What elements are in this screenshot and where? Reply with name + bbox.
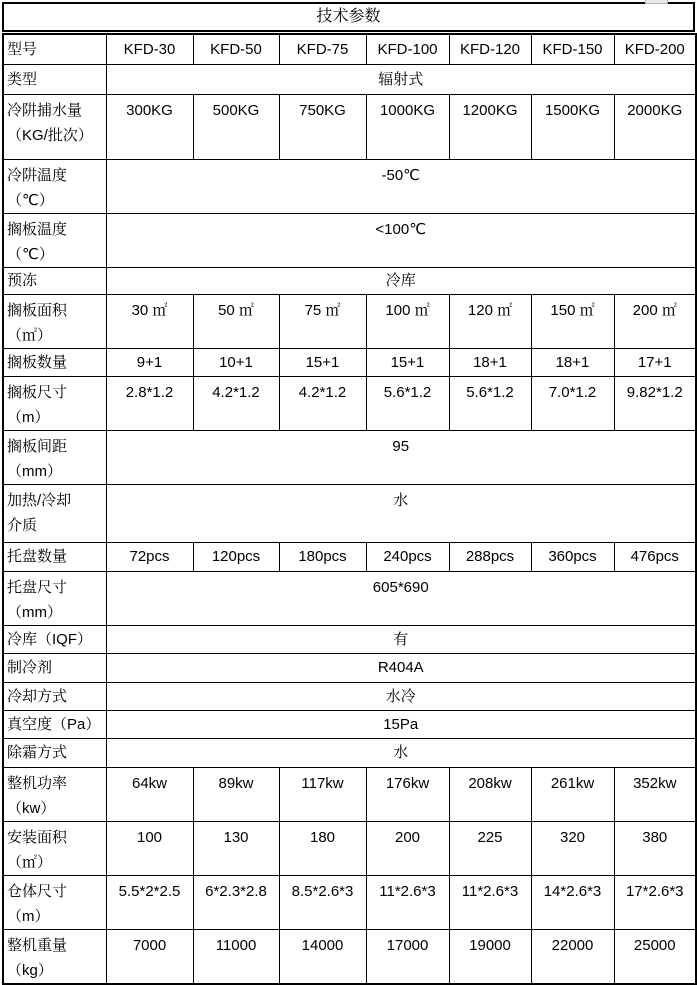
value-cell: 50 ㎡ — [193, 294, 279, 348]
value-cell: KFD-120 — [449, 34, 531, 64]
value-cell: 120pcs — [193, 542, 279, 571]
value-cell: 11000 — [193, 929, 279, 984]
row-tray-count — [3, 542, 696, 571]
param-label-line: （℃） — [7, 245, 54, 263]
value-cell: KFD-50 — [193, 34, 279, 64]
param-label-line: 搁板间距 — [7, 437, 68, 455]
row-tray-size — [3, 571, 696, 625]
value-cell: 30 ㎡ — [106, 294, 193, 348]
param-label-line: 搁板尺寸 — [7, 383, 68, 401]
value-cell: 200 — [366, 821, 449, 875]
value-cell: 25000 — [614, 929, 696, 984]
span-value-cell: 95 — [106, 430, 696, 484]
value-cell: 1200KG — [449, 94, 531, 159]
param-label — [3, 542, 106, 571]
row-vacuum-degree — [3, 710, 696, 738]
value-cell: 240pcs — [366, 542, 449, 571]
value-cell: 14*2.6*3 — [531, 875, 614, 929]
param-label-line: （㎡） — [7, 853, 53, 871]
param-label — [3, 767, 106, 821]
param-label-line: （㎡） — [7, 326, 53, 344]
param-label — [3, 430, 106, 484]
row-defrost-method — [3, 738, 696, 767]
value-cell: 100 — [106, 821, 193, 875]
value-cell: 18+1 — [449, 348, 531, 376]
param-label — [3, 94, 106, 159]
row-water-capture — [3, 94, 696, 159]
param-label — [3, 348, 106, 376]
value-cell: KFD-100 — [366, 34, 449, 64]
value-cell: 5.5*2*2.5 — [106, 875, 193, 929]
value-cell: 7.0*1.2 — [531, 376, 614, 430]
param-label — [3, 571, 106, 625]
value-cell: KFD-150 — [531, 34, 614, 64]
param-label — [3, 625, 106, 653]
span-value-cell: 水 — [106, 484, 696, 542]
param-label-line: （m） — [7, 907, 50, 925]
value-cell: 4.2*1.2 — [279, 376, 366, 430]
param-label-line: （kg） — [7, 961, 53, 979]
row-total-power — [3, 767, 696, 821]
value-cell: 2000KG — [614, 94, 696, 159]
value-cell: 7000 — [106, 929, 193, 984]
row-cold-trap-temp — [3, 159, 696, 213]
param-label — [3, 682, 106, 710]
value-cell: 261kw — [531, 767, 614, 821]
value-cell: 360pcs — [531, 542, 614, 571]
row-shelf-count — [3, 348, 696, 376]
param-label-line: 预冻 — [7, 272, 38, 289]
value-cell: 11*2.6*3 — [449, 875, 531, 929]
value-cell: 17000 — [366, 929, 449, 984]
value-cell: 75 ㎡ — [279, 294, 366, 348]
value-cell: 1000KG — [366, 94, 449, 159]
span-value-cell: -50℃ — [106, 159, 696, 213]
param-label-line: （m） — [7, 408, 50, 426]
param-label-line: （mm） — [7, 462, 62, 480]
param-label — [3, 294, 106, 348]
span-value-cell: 605*690 — [106, 571, 696, 625]
value-cell: 89kw — [193, 767, 279, 821]
param-label — [3, 213, 106, 267]
value-cell: 4.2*1.2 — [193, 376, 279, 430]
value-cell: 15+1 — [366, 348, 449, 376]
param-label-line: （KG/批次） — [7, 126, 93, 144]
spec-table — [2, 33, 697, 985]
value-cell: 150 ㎡ — [531, 294, 614, 348]
param-label — [3, 64, 106, 94]
param-label — [3, 484, 106, 542]
param-label-line: 托盘尺寸 — [7, 578, 68, 596]
param-label-line: 冷阱捕水量 — [7, 101, 83, 119]
span-value-cell: 水冷 — [106, 682, 696, 710]
value-cell: 100 ㎡ — [366, 294, 449, 348]
value-cell: 5.6*1.2 — [449, 376, 531, 430]
param-label-line: 介质 — [7, 516, 38, 534]
value-cell: 15+1 — [279, 348, 366, 376]
value-cell: 9+1 — [106, 348, 193, 376]
span-value-cell: 水 — [106, 738, 696, 767]
value-cell: 352kw — [614, 767, 696, 821]
value-cell: 176kw — [366, 767, 449, 821]
span-value-cell: <100℃ — [106, 213, 696, 267]
param-label-line: 整机功率 — [7, 774, 68, 792]
row-prefreeze — [3, 267, 696, 294]
param-label — [3, 710, 106, 738]
value-cell: 130 — [193, 821, 279, 875]
param-label — [3, 929, 106, 984]
row-refrigerant — [3, 653, 696, 682]
param-label-line: （mm） — [7, 603, 62, 621]
value-cell: 200 ㎡ — [614, 294, 696, 348]
param-label-line: 搁板数量 — [7, 353, 68, 371]
value-cell: 750KG — [279, 94, 366, 159]
span-value-cell: 辐射式 — [106, 64, 696, 94]
value-cell: 300KG — [106, 94, 193, 159]
param-label-line: 搁板面积 — [7, 301, 68, 319]
value-cell: 10+1 — [193, 348, 279, 376]
row-cold-storage-iqf — [3, 625, 696, 653]
row-shelf-size — [3, 376, 696, 430]
value-cell: 208kw — [449, 767, 531, 821]
row-chamber-size — [3, 875, 696, 929]
param-label-line: 搁板温度 — [7, 220, 68, 238]
row-model — [3, 34, 696, 64]
value-cell: KFD-30 — [106, 34, 193, 64]
value-cell: 500KG — [193, 94, 279, 159]
value-cell: 11*2.6*3 — [366, 875, 449, 929]
scrollbar-artifact — [645, 0, 668, 4]
param-label — [3, 821, 106, 875]
param-label-line: 除霜方式 — [7, 744, 68, 761]
row-shelf-spacing — [3, 430, 696, 484]
value-cell: 117kw — [279, 767, 366, 821]
param-label — [3, 267, 106, 294]
param-label-line: 加热/冷却 — [7, 491, 72, 509]
param-label-line: （℃） — [7, 191, 54, 209]
param-label-line: 冷阱温度 — [7, 166, 68, 184]
param-label-line: 制冷剂 — [7, 659, 53, 676]
value-cell: 64kw — [106, 767, 193, 821]
value-cell: 120 ㎡ — [449, 294, 531, 348]
param-label-line: （kw） — [7, 799, 56, 817]
param-label-line: 整机重量 — [7, 936, 68, 954]
param-label-line: 真空度（Pa） — [7, 715, 101, 733]
span-value-cell: 有 — [106, 625, 696, 653]
param-label — [3, 34, 106, 64]
row-heating-cooling-medium — [3, 484, 696, 542]
value-cell: 288pcs — [449, 542, 531, 571]
value-cell: KFD-200 — [614, 34, 696, 64]
value-cell: KFD-75 — [279, 34, 366, 64]
value-cell: 17+1 — [614, 348, 696, 376]
param-label — [3, 875, 106, 929]
value-cell: 180 — [279, 821, 366, 875]
value-cell: 18+1 — [531, 348, 614, 376]
row-cooling-method — [3, 682, 696, 710]
value-cell: 380 — [614, 821, 696, 875]
table-title: 技术参数 — [2, 2, 695, 32]
param-label-line: 冷库（IQF） — [7, 630, 92, 648]
value-cell: 320 — [531, 821, 614, 875]
value-cell: 14000 — [279, 929, 366, 984]
param-label — [3, 159, 106, 213]
span-value-cell: 15Pa — [106, 710, 696, 738]
param-label-line: 冷却方式 — [7, 687, 68, 705]
value-cell: 180pcs — [279, 542, 366, 571]
value-cell: 22000 — [531, 929, 614, 984]
param-label-line: 安装面积 — [7, 828, 68, 846]
param-label — [3, 738, 106, 767]
row-shelf-area — [3, 294, 696, 348]
param-label-line: 仓体尺寸 — [7, 882, 68, 900]
value-cell: 6*2.3*2.8 — [193, 875, 279, 929]
row-shelf-temp — [3, 213, 696, 267]
value-cell: 9.82*1.2 — [614, 376, 696, 430]
value-cell: 476pcs — [614, 542, 696, 571]
value-cell: 72pcs — [106, 542, 193, 571]
span-value-cell: 冷库 — [106, 267, 696, 294]
param-label-line: 型号 — [7, 40, 38, 58]
value-cell: 225 — [449, 821, 531, 875]
value-cell: 19000 — [449, 929, 531, 984]
value-cell: 17*2.6*3 — [614, 875, 696, 929]
row-install-area — [3, 821, 696, 875]
value-cell: 1500KG — [531, 94, 614, 159]
param-label-line: 托盘数量 — [7, 548, 68, 565]
value-cell: 8.5*2.6*3 — [279, 875, 366, 929]
value-cell: 2.8*1.2 — [106, 376, 193, 430]
param-label-line: 类型 — [7, 70, 38, 88]
row-total-weight — [3, 929, 696, 984]
span-value-cell: R404A — [106, 653, 696, 682]
param-label — [3, 376, 106, 430]
value-cell: 5.6*1.2 — [366, 376, 449, 430]
param-label — [3, 653, 106, 682]
row-type — [3, 64, 696, 94]
